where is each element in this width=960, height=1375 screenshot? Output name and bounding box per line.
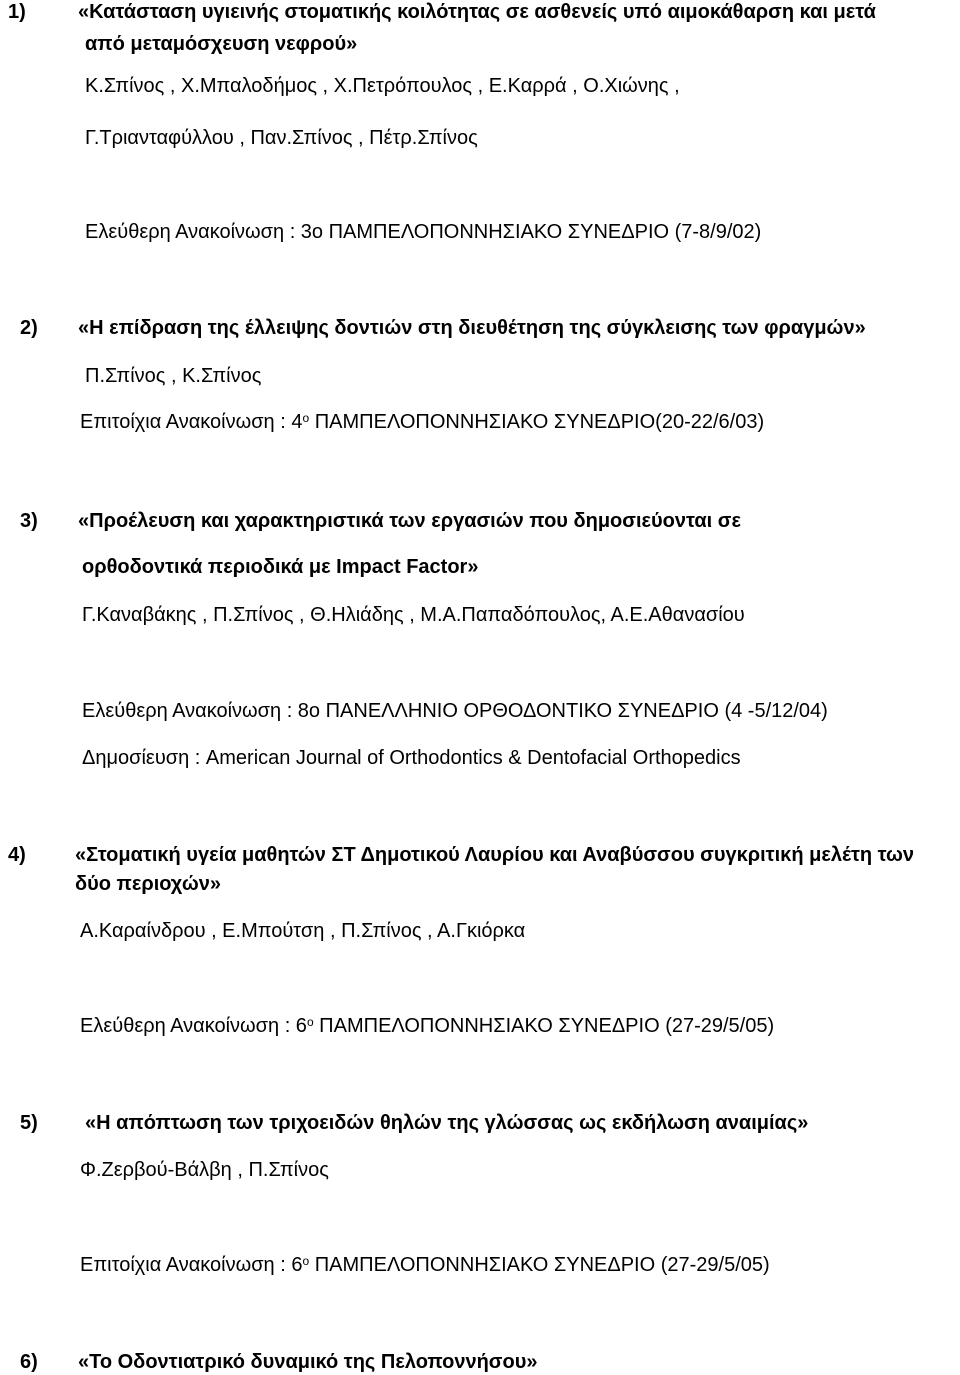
entry-5-authors-line-1: Φ.Ζερβού-Βάλβη , Π.Σπίνος [80, 1159, 329, 1181]
entry-4-number: 4) [8, 844, 26, 866]
entry-5-presentation-prefix: Επιτοίχια Ανακοίνωση : 6 [80, 1254, 303, 1276]
entry-2-number: 2) [20, 317, 38, 339]
entry-3-title-line-1: «Προέλευση και χαρακτηριστικά των εργασιών που δημοσιεύονται σε [78, 510, 741, 532]
entry-4-presentation-prefix: Ελεύθερη Ανακοίνωση : 6 [80, 1015, 307, 1037]
entry-4-presentation-sup: ο [306, 1015, 314, 1029]
entry-1-authors-line-1: Κ.Σπίνος , Χ.Μπαλοδήμος , Χ.Πετρόπουλος , Ε.Καρρά , Ο.Χιώνης , [85, 75, 680, 97]
entry-2-presentation-suffix: ΠΑΜΠΕΛΟΠΟΝΝΗΣΙΑΚΟ ΣΥΝΕΔΡΙΟ(20-22/6/03) [309, 411, 765, 433]
entry-2-presentation-prefix: Επιτοίχια Ανακοίνωση : 4 [80, 411, 303, 433]
entry-3-title-line-2: ορθοδοντικά περιοδικά με Impact Factor» [82, 556, 479, 578]
entry-6-title-line-1: «Το Οδοντιατρικό δυναμικό της Πελοποννήσου» [78, 1351, 538, 1373]
entry-5-presentation-suffix: ΠΑΜΠΕΛΟΠΟΝΝΗΣΙΑΚΟ ΣΥΝΕΔΡΙΟ (27-29/5/05) [309, 1254, 770, 1276]
entry-5-title-line-1: «Η απόπτωση των τριχοειδών θηλών της γλώσσας ως εκδήλωση αναιμίας» [85, 1112, 809, 1134]
entry-3-number: 3) [20, 510, 38, 532]
entry-1-title-line-1: «Κατάσταση υγιεινής στοματικής κοιλότητας σε ασθενείς υπό αιμοκάθαρση και μετά [78, 1, 876, 23]
entry-5-presentation [80, 1253, 770, 1277]
entry-1-authors-line-2: Γ.Τριανταφύλλου , Παν.Σπίνος , Πέτρ.Σπίνος [85, 127, 478, 149]
entry-3-publication: Δημοσίευση : American Journal of Orthodontics & Dentofacial Orthopedics [82, 747, 741, 769]
entry-4-title-line-2: δύο περιοχών» [75, 873, 222, 895]
entry-1-number: 1) [8, 1, 26, 23]
entry-5-presentation-sup: ο [302, 1254, 310, 1268]
entry-4-title-line-1: «Στοματική υγεία μαθητών ΣΤ Δημοτικού Λαυρίου και Αναβύσσου συγκριτική μελέτη των [75, 844, 915, 866]
entry-3-presentation: Ελεύθερη Ανακοίνωση : 8ο ΠΑΝΕΛΛΗΝΙΟ ΟΡΘΟΔΟΝΤΙΚΟ ΣΥΝΕΔΡΙΟ (4 -5/12/04) [82, 700, 828, 722]
entry-4-presentation-suffix: ΠΑΜΠΕΛΟΠΟΝΝΗΣΙΑΚΟ ΣΥΝΕΔΡΙΟ (27-29/5/05) [313, 1015, 775, 1037]
entry-2-presentation-sup: ο [302, 411, 310, 425]
entry-1-presentation: Ελεύθερη Ανακοίνωση : 3ο ΠΑΜΠΕΛΟΠΟΝΝΗΣΙΑΚΟ ΣΥΝΕΔΡΙΟ (7-8/9/02) [85, 221, 762, 243]
entry-1-title-line-2: από μεταμόσχευση νεφρού» [85, 33, 358, 55]
entry-6-number: 6) [20, 1351, 38, 1373]
entry-4-authors-line-1: Α.Καραίνδρου , Ε.Μπούτση , Π.Σπίνος , Α.Γκιόρκα [80, 920, 526, 942]
entry-3-authors-line-1: Γ.Καναβάκης , Π.Σπίνος , Θ.Ηλιάδης , Μ.Α.Παπαδόπουλος, Α.Ε.Αθανασίου [82, 604, 745, 626]
entry-2-presentation [80, 410, 764, 434]
entry-2-authors-line-1: Π.Σπίνος , Κ.Σπίνος [85, 365, 262, 387]
entry-4-presentation [80, 1014, 774, 1038]
entry-5-number: 5) [20, 1112, 38, 1134]
entry-2-title-line-1: «Η επίδραση της έλλειψης δοντιών στη διευθέτηση της σύγκλεισης των φραγμών» [78, 317, 866, 339]
